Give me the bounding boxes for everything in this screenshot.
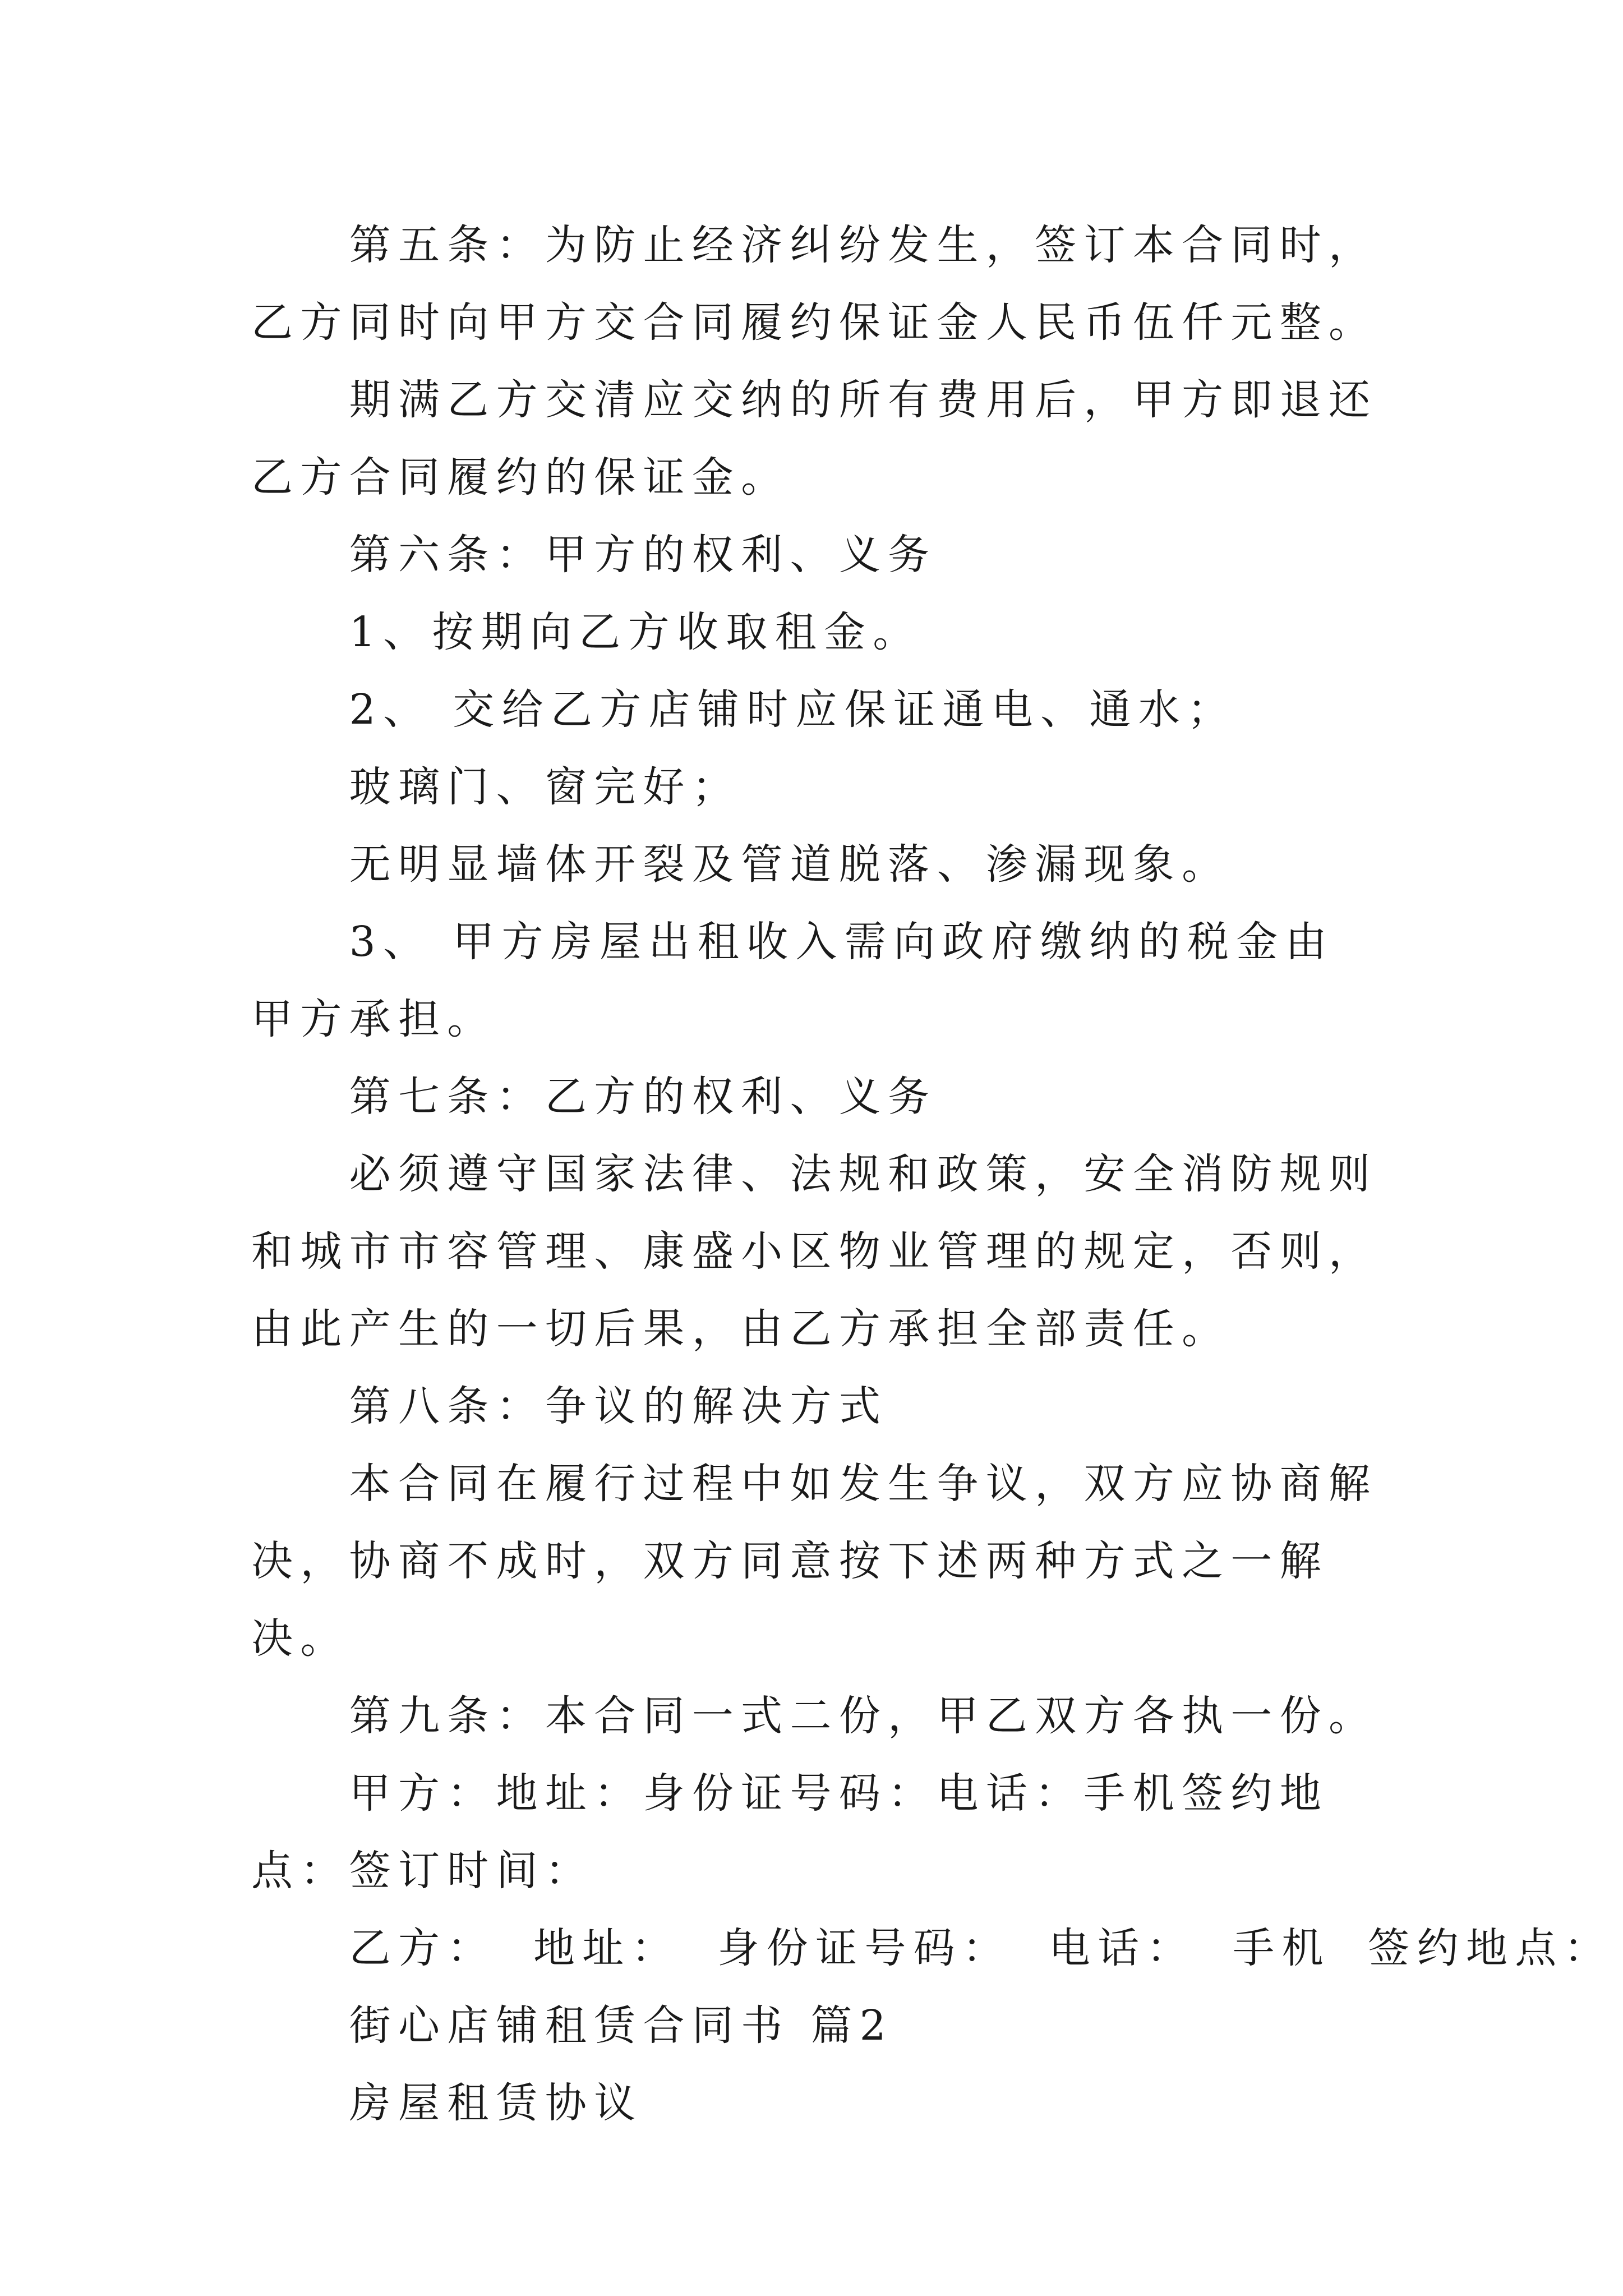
paragraph-article-8-body: 本合同在履行过程中如发生争议，双方应协商解决，协商不成时，双方同意按下述两种方式之一解决。 <box>251 1460 1378 1663</box>
paragraph-party-b-signature: 乙方： 地址： 身份证号码： 电话： 手机 签约地点： <box>349 1924 1613 1972</box>
paragraph-article-6-item-2-walls: 无明显墙体开裂及管道脱落、渗漏现象。 <box>349 840 1231 889</box>
paragraph-party-a-signature: 甲方：地址：身份证号码：电话：手机签约地点：签订时间： <box>251 1769 1329 1895</box>
document-body <box>251 206 1613 2142</box>
paragraph-article-6-item-1: 1、按期向乙方收取租金。 <box>349 608 922 656</box>
paragraph-article-6-heading: 第六条：甲方的权利、义务 <box>349 531 937 579</box>
paragraph-deposit-refund: 期满乙方交清应交纳的所有费用后，甲方即退还乙方合同履约的保证金。 <box>251 376 1378 501</box>
paragraph-section-title: 街心店铺租赁合同书 篇2 <box>349 2001 894 2050</box>
paragraph-article-9: 第九条：本合同一式二份，甲乙双方各执一份。 <box>349 1692 1378 1740</box>
paragraph-article-6-item-3: 3、 甲方房屋出租收入需向政府缴纳的税金由甲方承担。 <box>251 918 1334 1043</box>
paragraph-article-8-heading: 第八条：争议的解决方式 <box>349 1382 888 1430</box>
paragraph-article-6-item-2-doors: 玻璃门、窗完好； <box>349 763 741 811</box>
paragraph-article-7-body: 必须遵守国家法律、法规和政策，安全消防规则和城市市容管理、康盛小区物业管理的规定，否则，由此产生的一切后果，由乙方承担全部责任。 <box>251 1150 1378 1353</box>
paragraph-article-5: 第五条：为防止经济纠纷发生，签订本合同时，乙方同时向甲方交合同履约保证金人民币伍仟元整。 <box>251 221 1378 347</box>
paragraph-article-6-item-2: 2、 交给乙方店铺时应保证通电、通水； <box>349 685 1237 734</box>
paragraph-agreement-title: 房屋租赁协议 <box>349 2079 643 2127</box>
paragraph-article-7-heading: 第七条：乙方的权利、义务 <box>349 1073 937 1121</box>
